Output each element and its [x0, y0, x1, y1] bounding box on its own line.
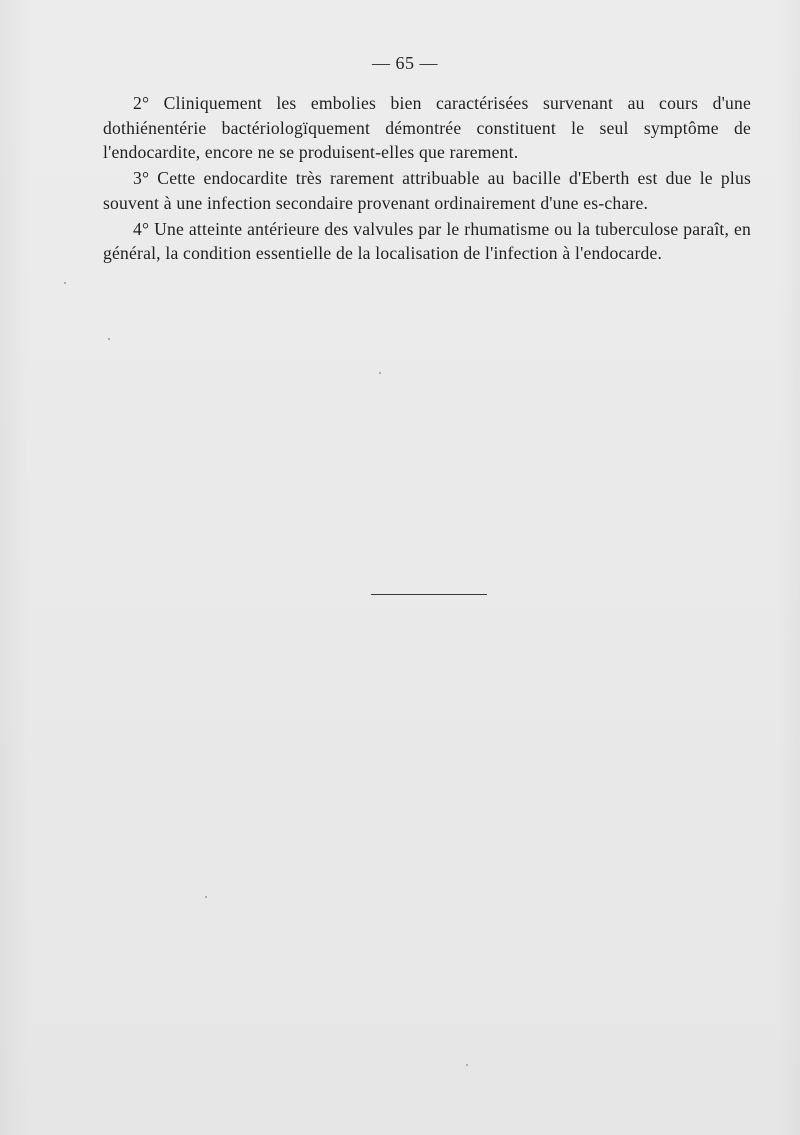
paragraph-conclusion-3: 3° Cette endocardite très rarement attribuable au bacille d'Eberth est due le plus souvent à une infection secondaire provenant ordinairement d'une es-chare. [103, 168, 751, 213]
paper-speck [108, 338, 110, 340]
paragraph-conclusion-4: 4° Une atteinte antérieure des valvules par le rhumatisme ou la tuberculose paraît, en général, la condition essentielle de la localisation de l'infection à l'endocarde. [103, 218, 751, 263]
paper-speck [64, 282, 66, 284]
paper-speck [205, 896, 207, 898]
scan-shadow-left [0, 0, 30, 1135]
paragraph-conclusion-2: 2° Cliniquement les embolies bien caractérisées survenant au cours d'une dothiénentérie bactériologïquement démontrée constituent le seul symptôme de l'endocardite, encore ne se produisent-elles que rarement. [103, 93, 751, 162]
body-text [103, 91, 751, 267]
paper-speck [466, 1064, 468, 1066]
paper-speck [379, 372, 381, 374]
scan-shadow-right [778, 0, 800, 1135]
page-number: — 65 — [372, 53, 438, 73]
section-end-rule [371, 594, 487, 595]
